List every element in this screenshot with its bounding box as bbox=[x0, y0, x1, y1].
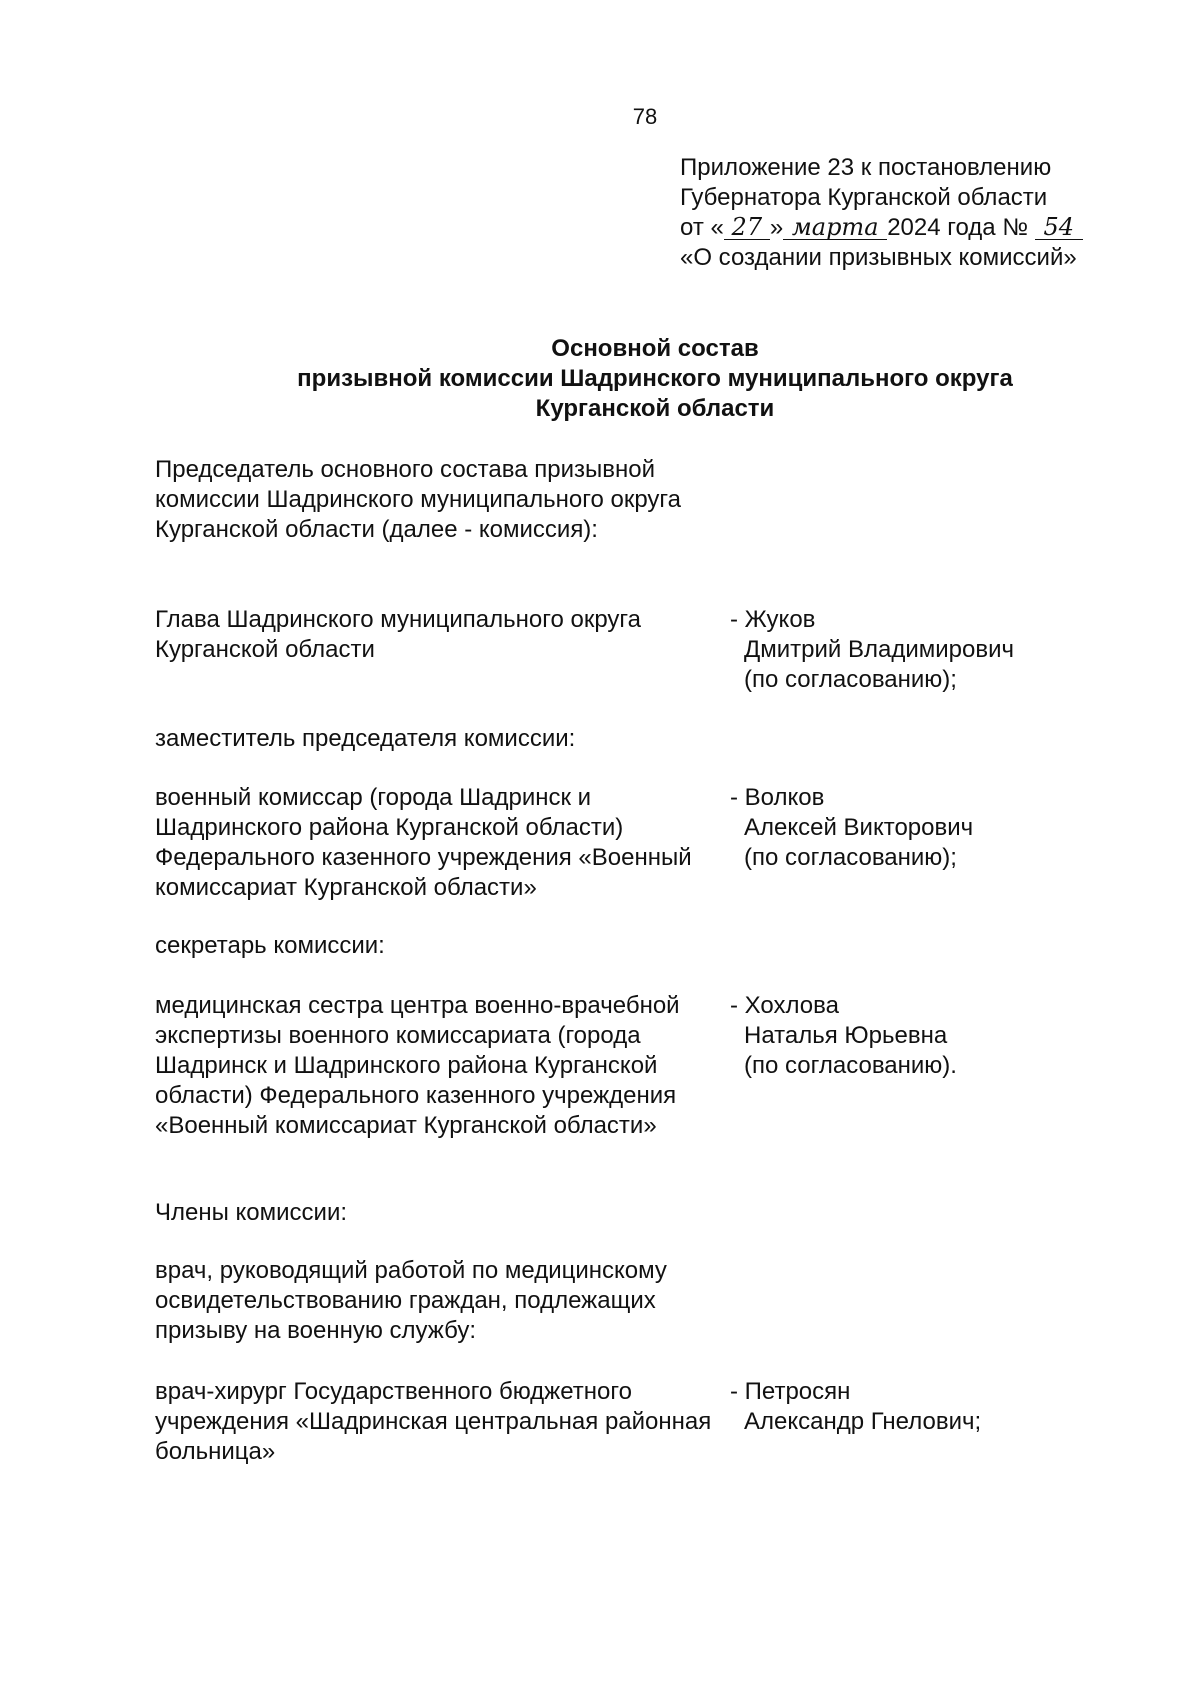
title-line-2: призывной комиссии Шадринского муниципального округа bbox=[297, 365, 1013, 392]
members-heading: Члены комиссии: bbox=[155, 1199, 348, 1226]
member-person bbox=[715, 783, 1165, 903]
member-note: (по согласованию); bbox=[744, 666, 957, 693]
appendix-block bbox=[680, 153, 1170, 273]
page-number: 78 bbox=[632, 104, 658, 129]
member-person bbox=[715, 1377, 1165, 1467]
member-row bbox=[155, 605, 1165, 695]
member-surname: - Хохлова bbox=[730, 992, 839, 1019]
member-row bbox=[155, 783, 1165, 903]
title-line-1: Основной состав bbox=[551, 335, 759, 362]
member-person bbox=[730, 991, 1165, 1141]
handwritten-month: марта bbox=[783, 215, 887, 240]
handwritten-day: 27 bbox=[724, 215, 770, 240]
handwritten-number: 54 bbox=[1035, 215, 1083, 240]
secretary-heading: секретарь комиссии: bbox=[155, 932, 385, 959]
member-row bbox=[155, 991, 1165, 1141]
appendix-line-2: Губернатора Курганской области bbox=[680, 184, 1048, 211]
appendix-date-quote: » bbox=[769, 214, 784, 241]
deputy-heading: заместитель председателя комиссии: bbox=[155, 725, 576, 752]
member-note: (по согласованию). bbox=[744, 1052, 957, 1079]
appendix-line-1: Приложение 23 к постановлению bbox=[680, 154, 1052, 181]
member-position: Глава Шадринского муниципального округа Курганской области bbox=[155, 606, 641, 663]
member-person bbox=[715, 605, 1165, 695]
appendix-line-4: «О создании призывных комиссий» bbox=[680, 244, 1077, 271]
member-surname: - Жуков bbox=[730, 606, 816, 633]
member-given-names: Алексей Викторович bbox=[744, 814, 974, 841]
member-position: военный комиссар (города Шадринск и Шадринского района Курганской области) Федерального казенного учреждения «Военный комиссариат Курганской области» bbox=[155, 784, 692, 901]
member-position: медицинская сестра центра военно-врачебной экспертизы военного комиссариата (города Шадринск и Шадринского района Курганской области) Федерального казенного учреждения «Военный комиссариат Курганской области» bbox=[155, 992, 680, 1139]
member-position: врач-хирург Государственного бюджетного учреждения «Шадринская центральная районная больница» bbox=[155, 1378, 712, 1465]
member-given-names: Дмитрий Владимирович bbox=[744, 636, 1015, 663]
member-row bbox=[155, 1377, 1165, 1467]
doctor-heading: врач, руководящий работой по медицинскому освидетельствованию граждан, подлежащих призыву на военную службу: bbox=[155, 1257, 667, 1344]
member-surname: - Петросян bbox=[730, 1378, 851, 1405]
chairman-heading: Председатель основного состава призывной комиссии Шадринского муниципального округа Курганской области (далее - комиссия): bbox=[155, 456, 681, 543]
member-given-names: Наталья Юрьевна bbox=[744, 1022, 948, 1049]
appendix-year: 2024 года № bbox=[887, 214, 1029, 241]
appendix-date-prefix: от « bbox=[680, 214, 724, 241]
member-surname: - Волков bbox=[730, 784, 825, 811]
document-title bbox=[155, 334, 1155, 424]
appendix-line-3 bbox=[680, 213, 1170, 243]
member-given-names: Александр Гнелович; bbox=[744, 1408, 982, 1435]
member-note: (по согласованию); bbox=[744, 844, 957, 871]
title-line-3: Курганской области bbox=[535, 395, 775, 422]
